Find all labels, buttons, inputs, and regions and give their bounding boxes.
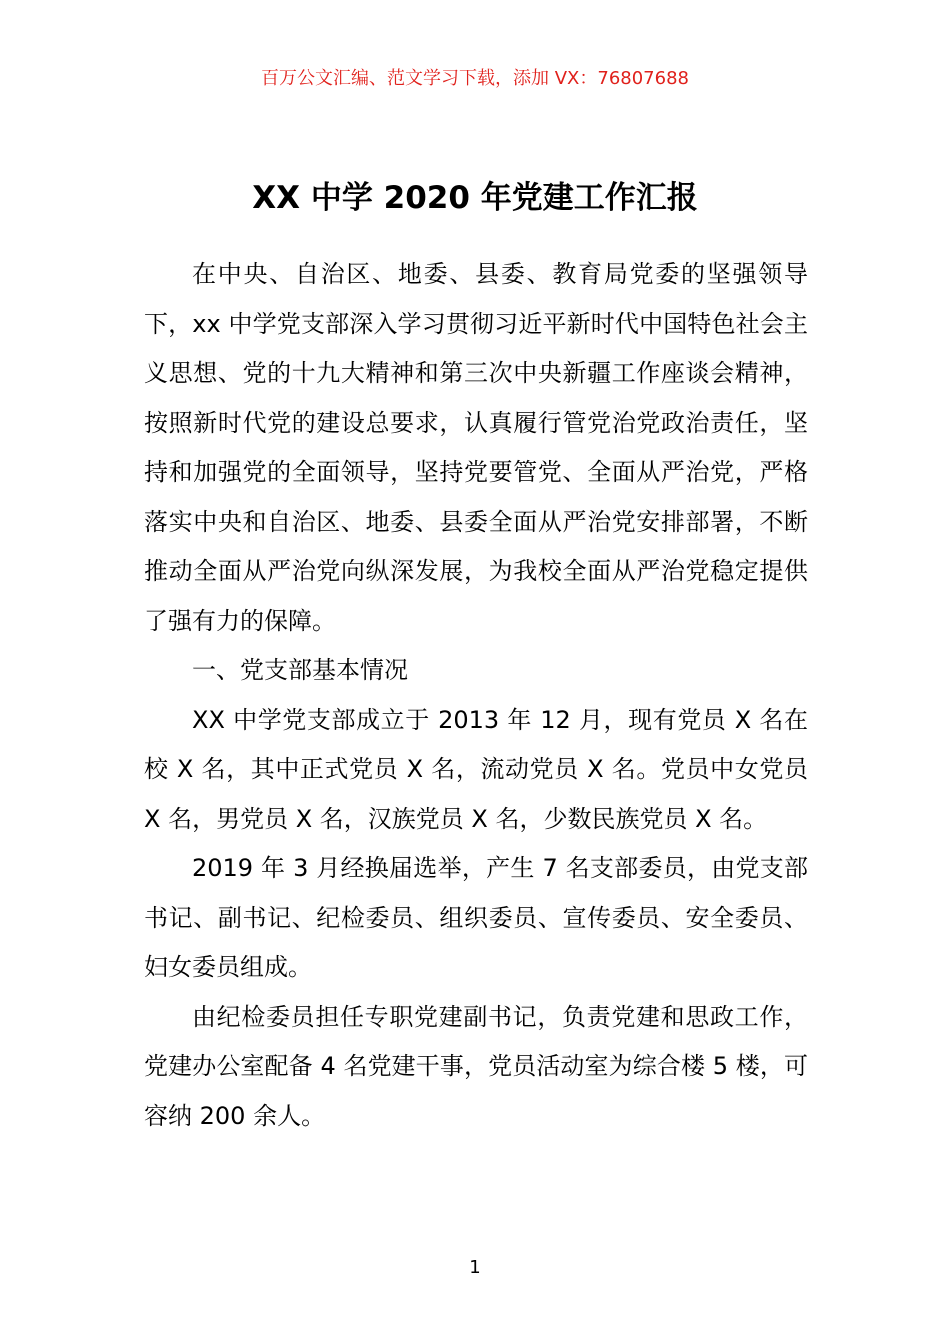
document-body	[144, 250, 808, 1141]
paragraph-member-stats: XX 中学党支部成立于 2013 年 12 月，现有党员 X 名在校 X 名，其中正式党员 X 名，流动党员 X 名。党员中女党员 X 名，男党员 X 名，汉族党员 X 名，少数民族党员 X 名。	[144, 705, 808, 833]
header-promo-note: 百万公文汇编、范文学习下载，添加 VX：76807688	[261, 68, 689, 89]
section-heading-basic-info: 一、党支部基本情况	[192, 656, 408, 684]
page-number: 1	[469, 1257, 481, 1278]
paragraph-office: 由纪检委员担任专职党建副书记，负责党建和思政工作，党建办公室配备 4 名党建干事，党员活动室为综合楼 5 楼，可容纳 200 余人。	[144, 1002, 808, 1130]
paragraph-intro: 在中央、自治区、地委、县委、教育局党委的坚强领导下，xx 中学党支部深入学习贯彻习近平新时代中国特色社会主义思想、党的十九大精神和第三次中央新疆工作座谈会精神，按照新时代党的建设总要求，认真履行管党治党政治责任，坚持和加强党的全面领导，坚持党要管党、全面从严治党，严格落实中央和自治区、地委、县委全面从严治党安排部署，不断推动全面从严治党向纵深发展，为我校全面从严治党稳定提供了强有力的保障。	[144, 260, 808, 635]
paragraph-election: 2019 年 3 月经换届选举，产生 7 名支部委员，由党支部书记、副书记、纪检委员、组织委员、宣传委员、安全委员、妇女委员组成。	[144, 854, 808, 981]
document-title: XX 中学 2020 年党建工作汇报	[252, 180, 698, 216]
